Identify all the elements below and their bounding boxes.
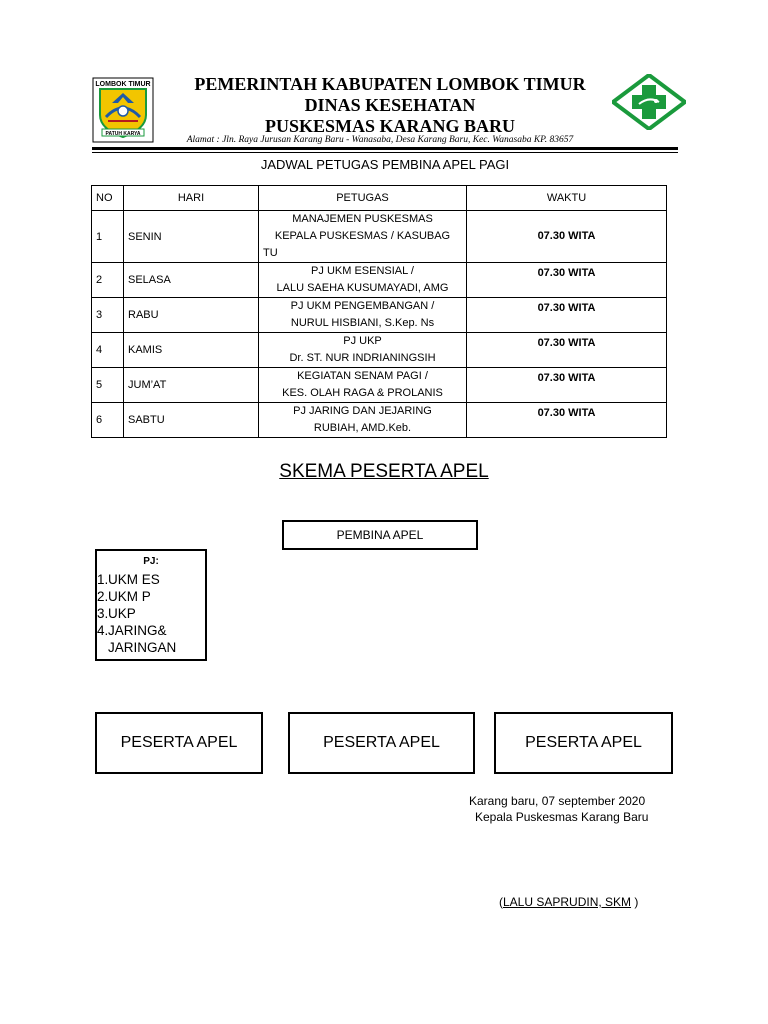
- row-hari: KAMIS: [124, 333, 259, 368]
- table-row: [92, 298, 667, 333]
- row-hari: SABTU: [124, 403, 259, 438]
- peserta-apel-box: [288, 712, 475, 774]
- column-header-petugas: PETUGAS: [259, 186, 467, 211]
- pj-item-number: 4.: [97, 623, 109, 638]
- peserta-apel-box: [95, 712, 263, 774]
- scheme-title: SKEMA PESERTA APEL: [279, 461, 489, 482]
- table-row: [92, 368, 667, 403]
- row-waktu: 07.30 WITA: [467, 403, 667, 438]
- row-no: 2: [92, 263, 124, 298]
- header-puskesmas: PUSKESMAS KARANG BARU: [264, 116, 516, 136]
- petugas-line: PJ UKM ESENSIAL /: [311, 265, 414, 277]
- row-waktu: 07.30 WITA: [467, 263, 667, 298]
- header-department: DINAS KESEHATAN: [304, 95, 476, 115]
- logo-motto: PATUH KARYA: [105, 131, 141, 137]
- table-row: [92, 211, 667, 263]
- pj-label: PJ:: [143, 556, 159, 567]
- petugas-line: KEPALA PUSKESMAS / KASUBAG: [274, 230, 451, 242]
- pj-list-item: [97, 622, 176, 639]
- petugas-line: NURUL HISBIANI, S.Kep. Ns: [290, 317, 435, 329]
- row-hari: RABU: [124, 298, 259, 333]
- row-petugas: [259, 333, 467, 368]
- pembina-apel-label: PEMBINA APEL: [336, 528, 424, 542]
- row-petugas: [259, 368, 467, 403]
- document-title: JADWAL PETUGAS PEMBINA APEL PAGI: [260, 157, 510, 172]
- header-government: PEMERINTAH KABUPATEN LOMBOK TIMUR: [194, 74, 586, 94]
- column-header-no: NO: [92, 186, 124, 211]
- pj-list-item: [97, 639, 176, 656]
- pj-list: [97, 571, 176, 656]
- table-row: [92, 263, 667, 298]
- peserta-apel-label: PESERTA APEL: [525, 734, 642, 751]
- column-header-waktu: WAKTU: [467, 186, 667, 211]
- row-petugas: [259, 211, 467, 263]
- signature-name: LALU SAPRUDIN, SKM: [503, 895, 632, 909]
- signature-paren-open: (: [499, 895, 503, 909]
- schedule-table: [91, 185, 667, 438]
- table-header-row: [92, 186, 667, 211]
- petugas-line: PJ JARING DAN JEJARING: [293, 405, 432, 417]
- petugas-line: RUBIAH, AMD.Keb.: [313, 422, 412, 434]
- pj-list-item: [97, 605, 176, 622]
- row-waktu: 07.30 WITA: [467, 298, 667, 333]
- header-divider-thin: [92, 152, 678, 153]
- row-petugas: [259, 298, 467, 333]
- petugas-line: MANAJEMEN PUSKESMAS: [292, 213, 433, 225]
- peserta-apel-label: PESERTA APEL: [120, 734, 238, 751]
- pj-item-number: 1.: [97, 572, 109, 587]
- table-row: [92, 403, 667, 438]
- petugas-line: LALU SAEHA KUSUMAYADI, AMG: [276, 282, 449, 294]
- pembina-apel-box: [282, 520, 478, 550]
- petugas-line: KES. OLAH RAGA & PROLANIS: [282, 387, 443, 399]
- pj-item-number: 2.: [97, 589, 109, 604]
- petugas-line: KEGIATAN SENAM PAGI /: [297, 370, 428, 382]
- pj-item-number: 3.: [97, 606, 109, 621]
- pj-item-text: JARING&: [108, 623, 167, 638]
- row-no: 3: [92, 298, 124, 333]
- signature-paren-close: ): [631, 895, 639, 909]
- row-no: 5: [92, 368, 124, 403]
- pj-item-text: UKM P: [108, 589, 151, 604]
- pj-item-text: JARINGAN: [108, 640, 177, 655]
- row-no: 6: [92, 403, 124, 438]
- peserta-apel-box: [494, 712, 673, 774]
- signature-place-date: Karang baru, 07 september 2020: [469, 794, 646, 808]
- pj-list-item: [97, 571, 176, 588]
- table-row: [92, 333, 667, 368]
- row-no: 1: [92, 211, 124, 263]
- row-waktu: 07.30 WITA: [467, 333, 667, 368]
- row-waktu: 07.30 WITA: [467, 211, 667, 263]
- pj-item-text: UKM ES: [108, 572, 160, 587]
- petugas-line: PJ UKP: [343, 335, 382, 347]
- petugas-line: Dr. ST. NUR INDRIANINGSIH: [289, 352, 436, 364]
- signature-name-line: [499, 895, 638, 909]
- pj-item-text: UKP: [108, 606, 136, 621]
- row-petugas: [259, 263, 467, 298]
- row-hari: SENIN: [124, 211, 259, 263]
- column-header-hari: HARI: [124, 186, 259, 211]
- header-divider: [92, 147, 678, 150]
- row-waktu: 07.30 WITA: [467, 368, 667, 403]
- signature-position: Kepala Puskesmas Karang Baru: [475, 810, 649, 824]
- peserta-apel-label: PESERTA APEL: [323, 734, 440, 751]
- petugas-line: PJ UKM PENGEMBANGAN /: [290, 300, 435, 312]
- row-hari: JUM’AT: [124, 368, 259, 403]
- logo-text: LOMBOK TIMUR: [95, 81, 151, 88]
- row-petugas: [259, 403, 467, 438]
- pj-box: [95, 549, 207, 661]
- petugas-line: TU: [263, 247, 278, 259]
- lombok-timur-logo: [92, 77, 154, 143]
- pj-list-item: [97, 588, 176, 605]
- header-address: Alamat : Jln. Raya Jurusan Karang Baru - Wanasaba, Desa Karang Baru, Kec. Wanasaba KP. 83657: [186, 135, 574, 145]
- row-no: 4: [92, 333, 124, 368]
- row-hari: SELASA: [124, 263, 259, 298]
